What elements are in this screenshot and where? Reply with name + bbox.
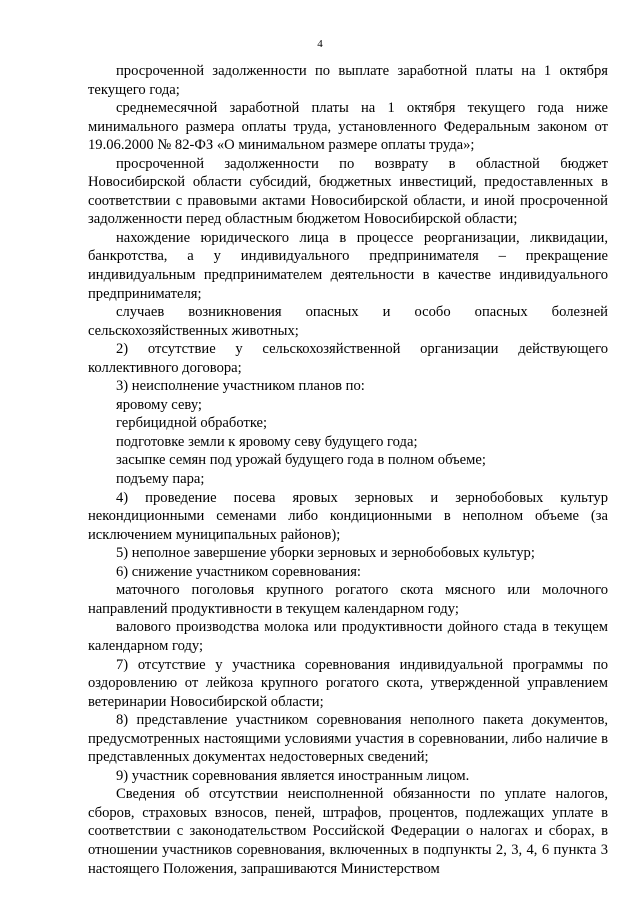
paragraph: засыпке семян под урожай будущего года в полном объеме; [116,452,486,469]
paragraph: 4) проведение посева яровых зерновых и зернобобовых культур некондиционными семенами либо кондиционными в неполном объеме (за исключением муниципальных районов); [88,489,608,543]
paragraph: 7) отсутствие у участника соревнования индивидуальной программы по оздоровлению от лейкоза крупного рогатого скота, утвержденной управлением ветеринарии Новосибирской области; [88,656,608,710]
paragraph: гербицидной обработке; [116,415,268,432]
paragraph: случаев возникновения опасных и особо опасных болезней сельскохозяйственных животных; [88,304,608,339]
paragraph: 9) участник соревнования является иностранным лицом. [116,767,470,784]
paragraph: подъему пара; [116,471,205,488]
paragraph: нахождение юридического лица в процессе реорганизации, ликвидации, банкротства, а у индивидуального предпринимателя – прекращение индивидуальным предпринимателем деятельности в качестве индивидуального предпринимателя; [88,229,608,302]
paragraph: 2) отсутствие у сельскохозяйственной организации действующего коллективного договора; [88,341,608,376]
paragraph: яровому севу; [116,396,202,413]
paragraph: просроченной задолженности по выплате заработной платы на 1 октября текущего года; [88,63,608,98]
paragraph: 3) неисполнение участником планов по: [116,378,365,395]
paragraph: Сведения об отсутствии неисполненной обязанности по уплате налогов, сборов, страховых взносов, пеней, штрафов, процентов, подлежащих уплате в соответствии с законодательством Российской Федерации о налогах и сборах, в отношении участников соревнования, включенных в подпункты 2, 3, 4, 6 пункта 3 настоящего Положения, запрашиваются Министерством [88,786,608,877]
paragraph: 6) снижение участником соревнования: [116,563,361,580]
document-body [88,62,608,878]
paragraph: маточного поголовья крупного рогатого скота мясного или молочного направлений продуктивности в текущем календарном году; [88,582,608,617]
paragraph: 5) неполное завершение уборки зерновых и зернобобовых культур; [116,545,535,562]
paragraph: подготовке земли к яровому севу будущего года; [116,433,418,450]
page-number: 4 [317,38,323,50]
paragraph: среднемесячной заработной платы на 1 октября текущего года ниже минимального размера оплаты труда, установленного Федеральным законом от 19.06.2000 № 82-ФЗ «О минимальном размере оплаты труда»; [88,100,608,154]
paragraph: просроченной задолженности по возврату в областной бюджет Новосибирской области субсидий, бюджетных инвестиций, предоставленных в соответствии с правовыми актами Новосибирской области, и иной просроченной задолженности перед областным бюджетом Новосибирской области; [88,155,608,228]
paragraph: 8) представление участником соревнования неполного пакета документов, предусмотренных настоящими условиями участия в соревновании, либо наличие в представленных документах недостоверных сведений; [88,712,608,766]
paragraph: валового производства молока или продуктивности дойного стада в текущем календарном году; [88,619,608,654]
